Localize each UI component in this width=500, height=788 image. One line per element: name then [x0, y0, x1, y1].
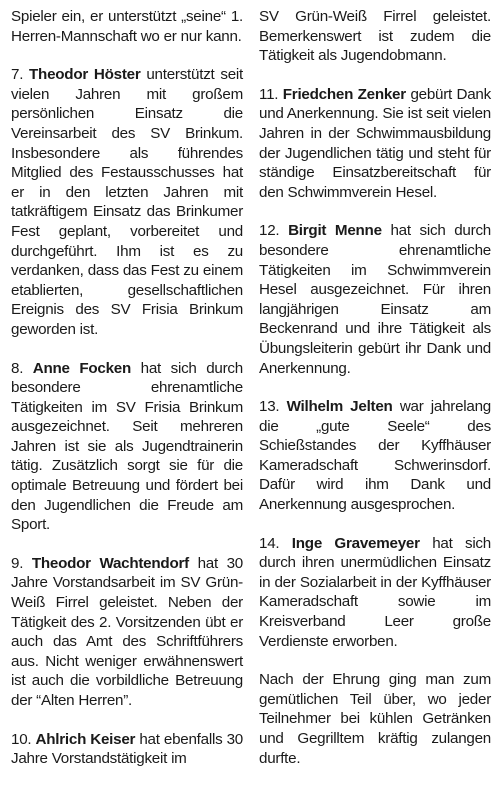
- honoree-entry-7: [11, 65, 243, 339]
- entry-text: hat sich durch besondere ehrenamtliche Tätigkeiten im SV Frisia Brinkum ausgezeichnet. Seit mehreren Jahren ist sie als Jugendtrainerin tätig. Zusätzlich sorgt sie für die optimale Betreuung und fördert bei den Jugendlichen die Freude am Sport.: [11, 359, 243, 534]
- left-column: [11, 7, 243, 788]
- continued-paragraph: Spieler ein, er unterstützt „seine“ 1. Herren-Mannschaft wo er nur kann.: [11, 8, 243, 45]
- entry-number: 11.: [259, 85, 279, 103]
- right-column: [259, 7, 491, 787]
- entry-number: 10.: [11, 730, 32, 748]
- entry-text: hat ebenfalls 30 Jahre Vorstandstätigkeit im: [11, 730, 243, 768]
- entry-number: 9.: [11, 554, 24, 572]
- honoree-name: Theodor Wachtendorf: [31, 554, 189, 572]
- honoree-entry-14: [259, 534, 491, 652]
- honoree-name: Anne Focken: [32, 359, 132, 377]
- honoree-name: Wilhelm Jelten: [286, 398, 393, 416]
- honoree-name: Birgit Menne: [288, 222, 382, 240]
- entry-number: 14.: [259, 534, 280, 552]
- honoree-entry-13: [259, 397, 491, 515]
- continued-paragraph: SV Grün-Weiß Firrel geleistet. Bemerkenswert ist zudem die Tätigkeit als Jugendobmann.: [259, 8, 491, 65]
- honoree-name: Friedchen Zenker: [282, 85, 406, 103]
- honoree-entry-9: [11, 554, 243, 711]
- entry-number: 12.: [259, 222, 280, 240]
- entry-number: 7.: [11, 66, 24, 84]
- entry-text: gebürt Dank und Anerkennung. Sie ist seit vielen Jahren in der Schwimmausbildung der Jugendlichen tätig und steht für ständige Einsatzbereitschaft für den Schwimmverein Hesel.: [259, 85, 491, 201]
- honoree-entry-8: [11, 359, 243, 535]
- honoree-name: Inge Gravemeyer: [291, 534, 420, 552]
- closing-paragraph: Nach der Ehrung ging man zum gemütlichen Teil über, wo jeder Teilnehmer bei kühlen Getränken und Gegrilltem kräftig zulangen durfte.: [259, 671, 491, 767]
- entry-number: 13.: [259, 398, 280, 416]
- entry-text: war jahrelang die „gute Seele“ des Schießstandes der Kyffhäuser Kameradschaft Schwerinsdorf. Dafür wird ihm Dank und Anerkennung ausgesprochen.: [259, 398, 491, 514]
- entry-text: hat sich durch ihren unermüdlichen Einsatz in der Sozialarbeit in der Kyffhäuser Kameradschaft sowie im Kreisverband Leer große Verdienste erworben.: [259, 534, 491, 650]
- entry-text: hat sich durch besondere ehrenamtliche Tätigkeiten im Schwimmverein Hesel ausgezeichnet. Für ihren langjährigen Einsatz am Beckenrand und ihre Tätigkeit als Übungsleiterin gebürt ihr Dank und Anerkennung.: [259, 222, 491, 377]
- entry-number: 8.: [11, 359, 24, 377]
- honoree-entry-12: [259, 221, 491, 378]
- entry-text: hat 30 Jahre Vorstandsarbeit im SV Grün-Weiß Firrel geleistet. Neben der Tätigkeit des 2. Vorsitzenden übt er auch das Amt des Schriftführers aus. Nicht weniger erwähnenswert ist auch die vorbildliche Betreuung der “Alten Herren”.: [11, 554, 243, 709]
- honoree-entry-11: [259, 85, 491, 203]
- honoree-entry-10: [11, 730, 243, 769]
- entry-text: unterstützt seit vielen Jahren mit großem persönlichen Einsatz die Vereinsarbeit des SV Brinkum. Insbesondere als führendes Mitglied des Festausschusses hat er in den letzten Jahren mit tatkräftigem Einsatz das Brinkumer Fest geplant, vorbereitet und durchgeführt. Ihm ist es zu verdanken, dass das Fest zu einem etablierten, gesellschaftlichen Ereignis des SV Frisia Brinkum geworden ist.: [11, 66, 243, 338]
- honoree-name: Theodor Höster: [29, 66, 141, 84]
- honoree-name: Ahlrich Keiser: [35, 730, 136, 748]
